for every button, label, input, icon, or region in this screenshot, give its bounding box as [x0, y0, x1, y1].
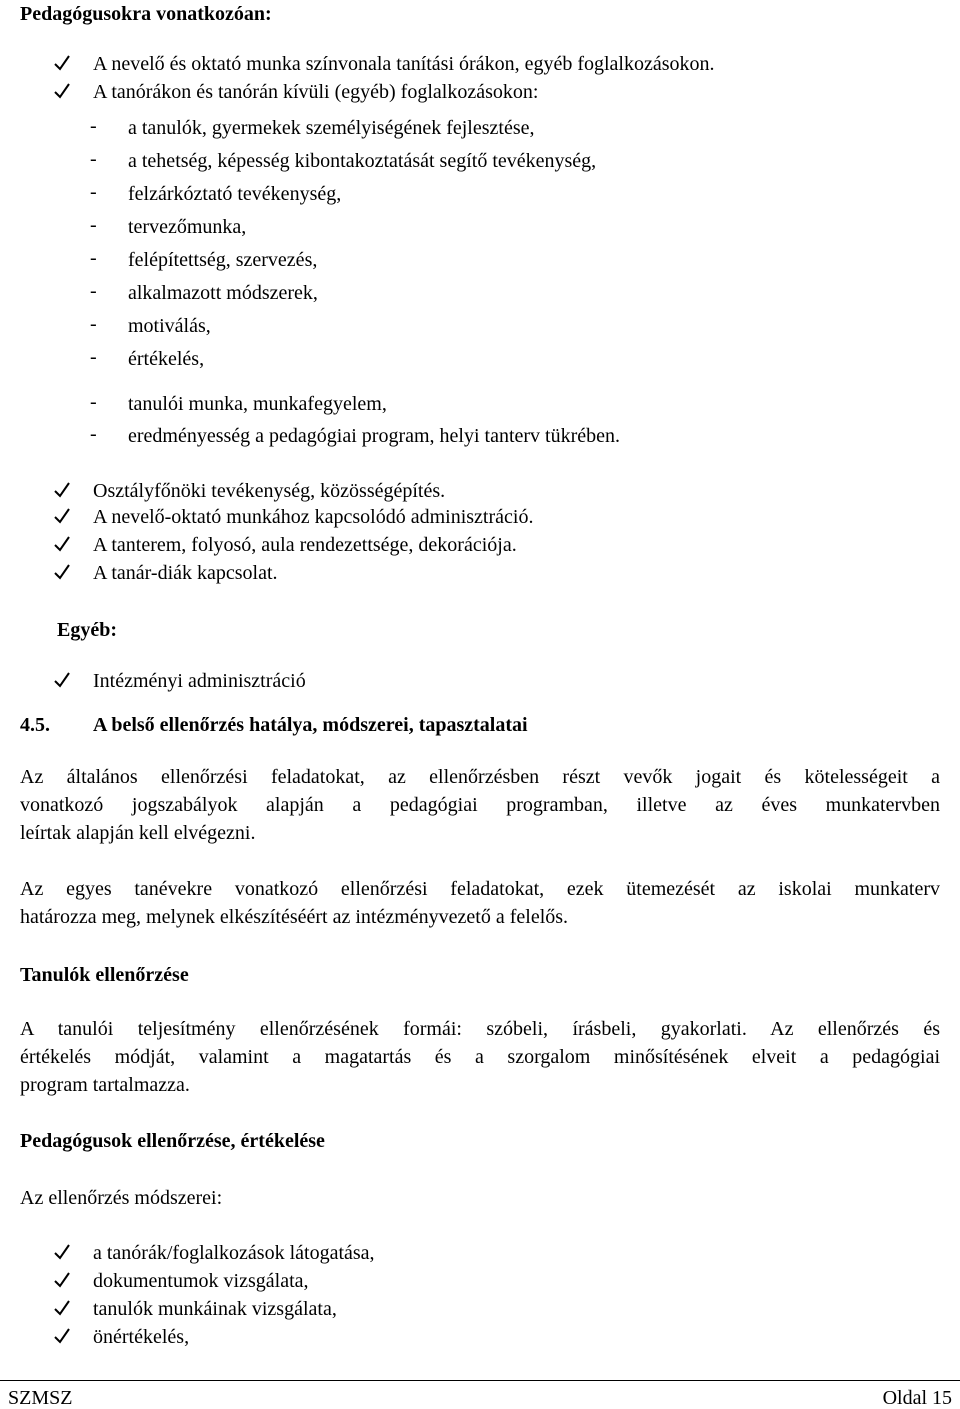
- paragraph-2: [20, 875, 940, 931]
- heading-students: Tanulók ellenőrzése: [20, 964, 189, 986]
- checkmark-icon: [53, 481, 71, 499]
- other-item: Intézményi adminisztráció: [93, 670, 306, 692]
- dash-bullet: -: [90, 181, 97, 203]
- footer-page-number: Oldal 15: [882, 1387, 952, 1409]
- teacher-item: A tanár-diák kapcsolat.: [93, 562, 278, 584]
- lesson-subitem: a tehetség, képesség kibontakoztatását segítő tevékenység,: [128, 150, 597, 172]
- checkmark-icon: [53, 535, 71, 553]
- paragraph-3: [20, 1015, 940, 1099]
- lesson-subitem: eredményesség a pedagógiai program, helyi tanterv tükrében.: [128, 425, 621, 447]
- paragraph-line: leírtak alapján kell elvégezni.: [20, 822, 256, 844]
- teacher-item: A nevelő és oktató munka színvonala tanítási órákon, egyéb foglalkozásokon.: [93, 53, 715, 75]
- heading-teachers: Pedagógusokra vonatkozóan:: [20, 3, 272, 25]
- section-title: A belső ellenőrzés hatálya, módszerei, tapasztalatai: [93, 714, 528, 736]
- checkmark-icon: [53, 1327, 71, 1345]
- dash-bullet: -: [90, 391, 97, 413]
- footer-left: SZMSZ: [8, 1387, 73, 1409]
- teacher-item: Osztályfőnöki tevékenység, közösségépítés.: [93, 480, 446, 502]
- paragraph-line: program tartalmazza.: [20, 1074, 190, 1096]
- paragraph-line: értékelés módját, valamint a magatartás és a szorgalom minősítésének elveit a pedagógiai: [20, 1046, 940, 1068]
- heading-teacher-eval: Pedagógusok ellenőrzése, értékelése: [20, 1130, 325, 1152]
- paragraph-line: vonatkozó jogszabályok alapján a pedagógiai programban, illetve az éves munkatervben: [20, 794, 940, 816]
- checkmark-icon: [53, 1299, 71, 1317]
- paragraph-line: határozza meg, melynek elkészítéséért az intézményvezető a felelős.: [20, 906, 569, 928]
- section-number: 4.5.: [20, 714, 50, 736]
- paragraph-line: Az egyes tanévekre vonatkozó ellenőrzési feladatokat, ezek ütemezését az iskolai munkaterv: [20, 878, 940, 900]
- paragraph-line: A tanulói teljesítmény ellenőrzésének formái: szóbeli, írásbeli, gyakorlati. Az ellenőrzés és: [20, 1018, 940, 1040]
- checkmark-icon: [53, 54, 71, 72]
- checkmark-icon: [53, 563, 71, 581]
- heading-other: Egyéb:: [57, 619, 117, 641]
- method-item: dokumentumok vizsgálata,: [93, 1270, 309, 1292]
- checkmark-icon: [53, 82, 71, 100]
- teacher-item: A tanórákon és tanórán kívüli (egyéb) foglalkozásokon:: [93, 81, 539, 103]
- lesson-subitem: értékelés,: [128, 348, 205, 370]
- checkmark-icon: [53, 1243, 71, 1261]
- lesson-subitem: motiválás,: [128, 315, 211, 337]
- lesson-subitem: a tanulók, gyermekek személyiségének fejlesztése,: [128, 117, 535, 139]
- teacher-item: A tanterem, folyosó, aula rendezettsége, dekorációja.: [93, 534, 517, 556]
- dash-bullet: -: [90, 423, 97, 445]
- dash-bullet: -: [90, 247, 97, 269]
- paragraph-line: Az általános ellenőrzési feladatokat, az ellenőrzésben részt vevők jogait és kötelességeit a: [20, 766, 940, 788]
- teacher-item: A nevelő-oktató munkához kapcsolódó adminisztráció.: [93, 506, 534, 528]
- checkmark-icon: [53, 1271, 71, 1289]
- method-item: tanulók munkáinak vizsgálata,: [93, 1298, 337, 1320]
- dash-bullet: -: [90, 313, 97, 335]
- dash-bullet: -: [90, 280, 97, 302]
- dash-bullet: -: [90, 214, 97, 236]
- dash-bullet: -: [90, 346, 97, 368]
- lesson-subitem: felzárkóztató tevékenység,: [128, 183, 342, 205]
- lesson-subitem: alkalmazott módszerek,: [128, 282, 318, 304]
- checkmark-icon: [53, 507, 71, 525]
- lesson-subitem: felépítettség, szervezés,: [128, 249, 318, 271]
- lesson-subitem: tanulói munka, munkafegyelem,: [128, 393, 387, 415]
- paragraph-1: [20, 763, 940, 847]
- method-item: a tanórák/foglalkozások látogatása,: [93, 1242, 375, 1264]
- footer-divider: [0, 1380, 960, 1381]
- dash-bullet: -: [90, 115, 97, 137]
- methods-intro: Az ellenőrzés módszerei:: [20, 1187, 223, 1209]
- method-item: önértékelés,: [93, 1326, 190, 1348]
- checkmark-icon: [53, 671, 71, 689]
- dash-bullet: -: [90, 148, 97, 170]
- lesson-subitem: tervezőmunka,: [128, 216, 247, 238]
